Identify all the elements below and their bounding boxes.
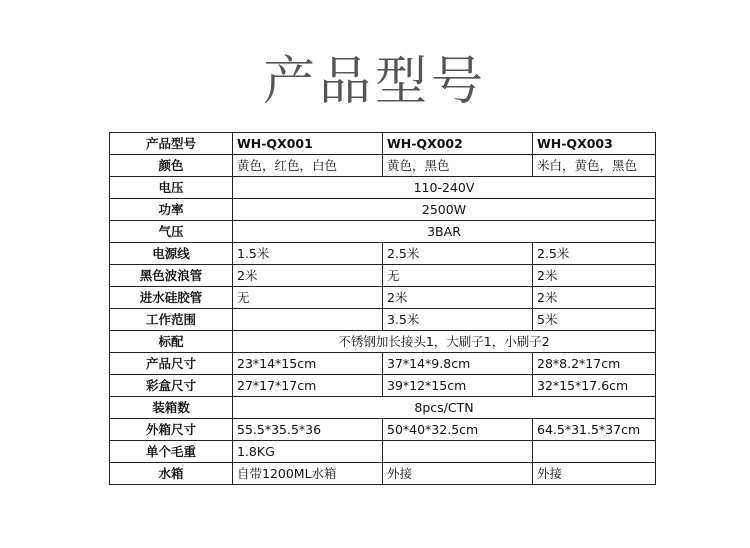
value-cell: 27*17*17cm bbox=[233, 375, 383, 397]
model-header-cell: WH-QX002 bbox=[383, 133, 533, 155]
model-header-cell: WH-QX003 bbox=[533, 133, 656, 155]
value-cell: 5米 bbox=[533, 309, 656, 331]
row-label-cell: 气压 bbox=[110, 221, 233, 243]
value-cell: 28*8.2*17cm bbox=[533, 353, 656, 375]
row-label-cell: 彩盒尺寸 bbox=[110, 375, 233, 397]
value-cell: 55.5*35.5*36 bbox=[233, 419, 383, 441]
spec-table-body bbox=[110, 133, 656, 485]
value-cell: 2米 bbox=[533, 287, 656, 309]
value-cell: 外接 bbox=[383, 463, 533, 485]
table-row bbox=[110, 309, 656, 331]
value-cell: 1.5米 bbox=[233, 243, 383, 265]
value-cell: 自带1200ML水箱 bbox=[233, 463, 383, 485]
value-cell: 3.5米 bbox=[383, 309, 533, 331]
row-label-cell: 水箱 bbox=[110, 463, 233, 485]
merged-value-cell: 不锈钢加长接头1，大刷子1，小刷子2 bbox=[233, 331, 656, 353]
row-label-cell: 装箱数 bbox=[110, 397, 233, 419]
value-cell: 64.5*31.5*37cm bbox=[533, 419, 656, 441]
value-cell: 39*12*15cm bbox=[383, 375, 533, 397]
table-row bbox=[110, 265, 656, 287]
table-row bbox=[110, 155, 656, 177]
value-cell: 2米 bbox=[383, 287, 533, 309]
row-label-cell: 黑色波浪管 bbox=[110, 265, 233, 287]
value-cell: 37*14*9.8cm bbox=[383, 353, 533, 375]
value-cell: 2.5米 bbox=[383, 243, 533, 265]
table-row bbox=[110, 463, 656, 485]
table-row bbox=[110, 287, 656, 309]
value-cell: 1.8KG bbox=[233, 441, 383, 463]
row-label-cell: 标配 bbox=[110, 331, 233, 353]
merged-value-cell: 8pcs/CTN bbox=[233, 397, 656, 419]
table-row bbox=[110, 375, 656, 397]
value-cell: 米白，黄色，黑色 bbox=[533, 155, 656, 177]
table-row bbox=[110, 397, 656, 419]
row-label-cell: 颜色 bbox=[110, 155, 233, 177]
table-row bbox=[110, 419, 656, 441]
model-header-cell: WH-QX001 bbox=[233, 133, 383, 155]
merged-value-cell: 2500W bbox=[233, 199, 656, 221]
table-row bbox=[110, 221, 656, 243]
value-cell: 32*15*17.6cm bbox=[533, 375, 656, 397]
value-cell: 50*40*32.5cm bbox=[383, 419, 533, 441]
row-label-cell: 电源线 bbox=[110, 243, 233, 265]
value-cell: 黄色，黑色 bbox=[383, 155, 533, 177]
value-cell: 黄色，红色，白色 bbox=[233, 155, 383, 177]
table-row bbox=[110, 177, 656, 199]
value-cell: 23*14*15cm bbox=[233, 353, 383, 375]
value-cell bbox=[383, 441, 533, 463]
table-row bbox=[110, 441, 656, 463]
merged-value-cell: 110-240V bbox=[233, 177, 656, 199]
table-row bbox=[110, 199, 656, 221]
row-label-cell: 电压 bbox=[110, 177, 233, 199]
header-label-cell: 产品型号 bbox=[110, 133, 233, 155]
value-cell: 外接 bbox=[533, 463, 656, 485]
spec-table bbox=[109, 132, 656, 485]
merged-value-cell: 3BAR bbox=[233, 221, 656, 243]
table-row bbox=[110, 243, 656, 265]
value-cell: 2.5米 bbox=[533, 243, 656, 265]
value-cell: 无 bbox=[233, 287, 383, 309]
table-row bbox=[110, 331, 656, 353]
value-cell: 无 bbox=[383, 265, 533, 287]
row-label-cell: 功率 bbox=[110, 199, 233, 221]
row-label-cell: 进水硅胶管 bbox=[110, 287, 233, 309]
row-label-cell: 单个毛重 bbox=[110, 441, 233, 463]
row-label-cell: 外箱尺寸 bbox=[110, 419, 233, 441]
row-label-cell: 产品尺寸 bbox=[110, 353, 233, 375]
table-header-row bbox=[110, 133, 656, 155]
value-cell bbox=[533, 441, 656, 463]
table-row bbox=[110, 353, 656, 375]
value-cell: 2米 bbox=[233, 265, 383, 287]
value-cell bbox=[233, 309, 383, 331]
page-title: 产品型号 bbox=[262, 52, 487, 112]
row-label-cell: 工作范围 bbox=[110, 309, 233, 331]
value-cell: 2米 bbox=[533, 265, 656, 287]
